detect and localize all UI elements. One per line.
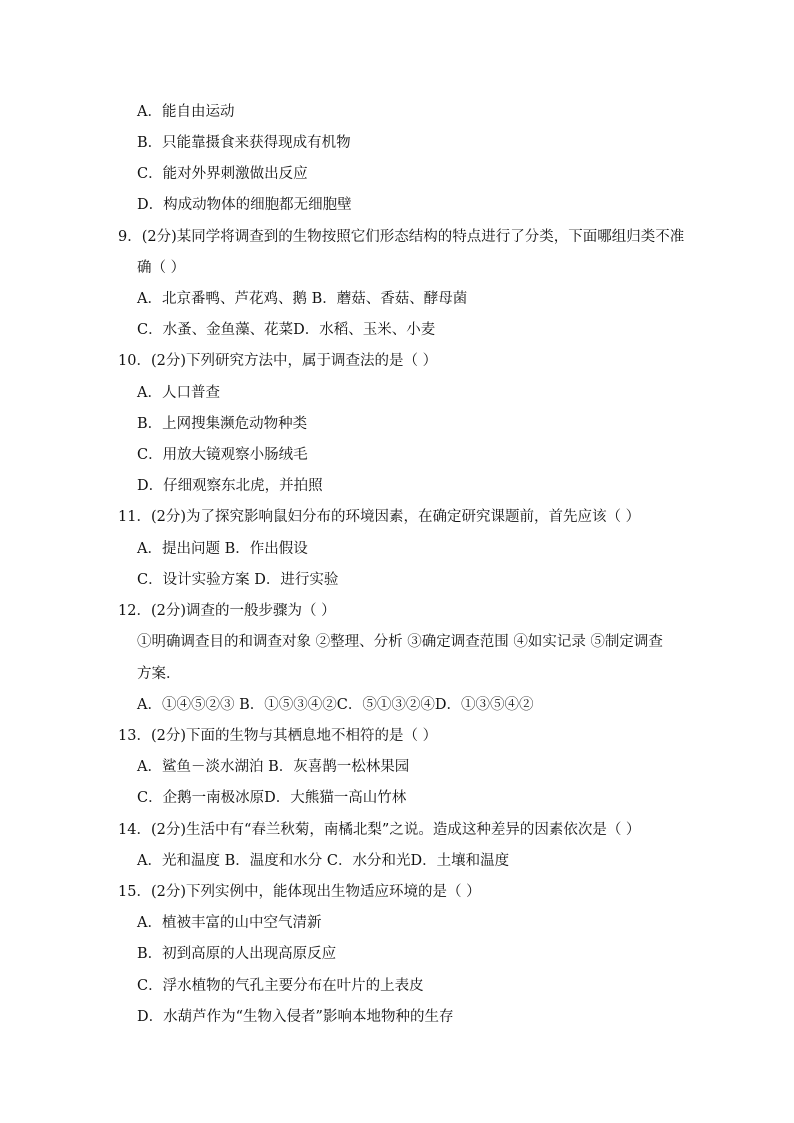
question-15: 15．(2分)下列实例中，能体现出生物适应环境的是（ ） [118,884,481,900]
option-line: D．水葫芦作为“生物入侵者”影响本地物种的生存 [137,1009,454,1025]
question-14: 14．(2分)生活中有“春兰秋菊，南橘北梨”之说。造成这种差异的因素依次是（ ） [118,822,641,838]
option-line: C．企鹅一南极冰原D．大熊猫一高山竹林 [137,790,407,806]
option-line: C．设计实验方案 D．进行实验 [137,572,339,588]
option-line: A．提出问题 B．作出假设 [137,541,308,557]
option-line: B．上网搜集濒危动物种类 [137,416,308,432]
option-line: A．人口普查 [137,385,220,401]
question-12-steps-continued: 方案． [137,666,181,682]
option-line: D．构成动物体的细胞都无细胞壁 [137,197,352,213]
option-line: C．浮水植物的气孔主要分布在叶片的上表皮 [137,978,424,994]
option-line: C．水蚤、金鱼藻、花菜D．水稻、玉米、小麦 [137,322,436,338]
question-9-continued: 确（ ） [137,260,186,276]
option-line: C．用放大镜观察小肠绒毛 [137,447,308,463]
question-11: 11．(2分)为了探究影响鼠妇分布的环境因素，在确定研究课题前，首先应该（ ） [118,509,641,525]
option-line: B．只能靠摄食来获得现成有机物 [137,135,351,151]
question-10: 10．(2分)下列研究方法中，属于调查法的是（ ） [118,353,438,369]
question-12-steps: ①明确调查目的和调查对象 ②整理、分析 ③确定调查范围 ④如实记录 ⑤制定调查 [137,634,663,650]
option-line: D．仔细观察东北虎，并拍照 [137,478,323,494]
option-line: A．①④⑤②③ B．①⑤③④②C．⑤①③②④D．①③⑤④② [137,697,534,713]
option-line: A．植被丰富的山中空气清新 [137,915,322,931]
option-line: A．北京番鸭、芦花鸡、鹅 B．蘑菇、香菇、酵母菌 [137,291,468,307]
option-line: C．能对外界刺激做出反应 [137,166,308,182]
question-12: 12．(2分)调查的一般步骤为（ ） [118,603,336,619]
option-line: A．光和温度 B．温度和水分 C．水分和光D．土壤和温度 [137,853,510,869]
option-line: A．能自由运动 [137,104,235,120]
option-line: B．初到高原的人出现高原反应 [137,946,337,962]
option-line: A．鲨鱼－淡水湖泊 B．灰喜鹊一松林果园 [137,759,410,775]
question-13: 13．(2分)下面的生物与其栖息地不相符的是（ ） [118,728,438,744]
question-9: 9．(2分)某同学将调查到的生物按照它们形态结构的特点进行了分类，下面哪组归类不准 [118,229,685,245]
